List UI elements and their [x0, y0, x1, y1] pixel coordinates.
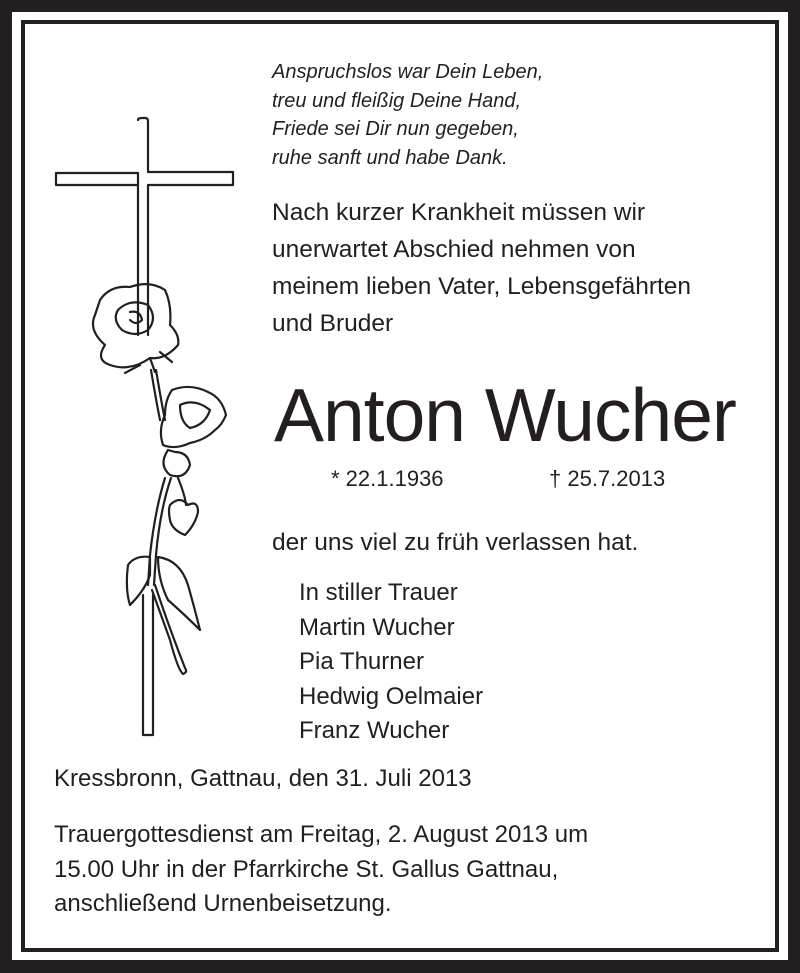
- service-line: 15.00 Uhr in der Pfarrkirche St. Gallus Gattnau,: [54, 855, 559, 883]
- death-date: † 25.7.2013: [549, 466, 666, 491]
- poem-line: ruhe sanft und habe Dank.: [272, 146, 508, 169]
- closing-text: der uns viel zu früh verlassen hat.: [272, 529, 639, 556]
- poem-line: treu und fleißig Deine Hand,: [272, 89, 522, 112]
- rose-stem: [151, 370, 165, 420]
- service-line: Trauergottesdienst am Freitag, 2. August 2013 um: [54, 821, 589, 848]
- heart-leaf-icon: [169, 478, 198, 535]
- cross-icon: [56, 118, 233, 335]
- birth-date: * 22.1.1936: [331, 466, 444, 491]
- intro-line: und Bruder: [272, 310, 394, 337]
- intro-line: meinem lieben Vater, Lebensgefährten: [272, 273, 692, 300]
- mourner: Martin Wucher: [299, 613, 455, 641]
- poem: [272, 58, 543, 172]
- rose-top-icon: [93, 284, 178, 373]
- mourner: Pia Thurner: [299, 648, 424, 676]
- poem-line: Friede sei Dir nun gegeben,: [272, 118, 519, 140]
- intro-line: unerwartet Abschied nehmen von: [272, 236, 636, 263]
- mourner: In stiller Trauer: [299, 579, 458, 606]
- service-info: [54, 818, 588, 922]
- lower-leaves-icon: [127, 557, 200, 674]
- mourners-list: [299, 576, 483, 749]
- rose-middle-icon: [161, 387, 226, 476]
- intro-line: Nach kurzer Krankheit müssen wir: [272, 199, 646, 226]
- deceased-name: Anton Wucher: [274, 373, 736, 457]
- mourner: Franz Wucher: [299, 717, 450, 745]
- mourner: Hedwig Oelmaier: [299, 682, 484, 710]
- cross-lower-beam: [143, 595, 153, 735]
- service-line: anschließend Urnenbeisetzung.: [54, 890, 392, 917]
- place-and-date: Kressbronn, Gattnau, den 31. Juli 2013: [54, 765, 472, 792]
- intro-text: [272, 194, 691, 342]
- cross-with-roses-illustration: [40, 55, 240, 745]
- poem-line: Anspruchslos war Dein Leben,: [272, 61, 544, 83]
